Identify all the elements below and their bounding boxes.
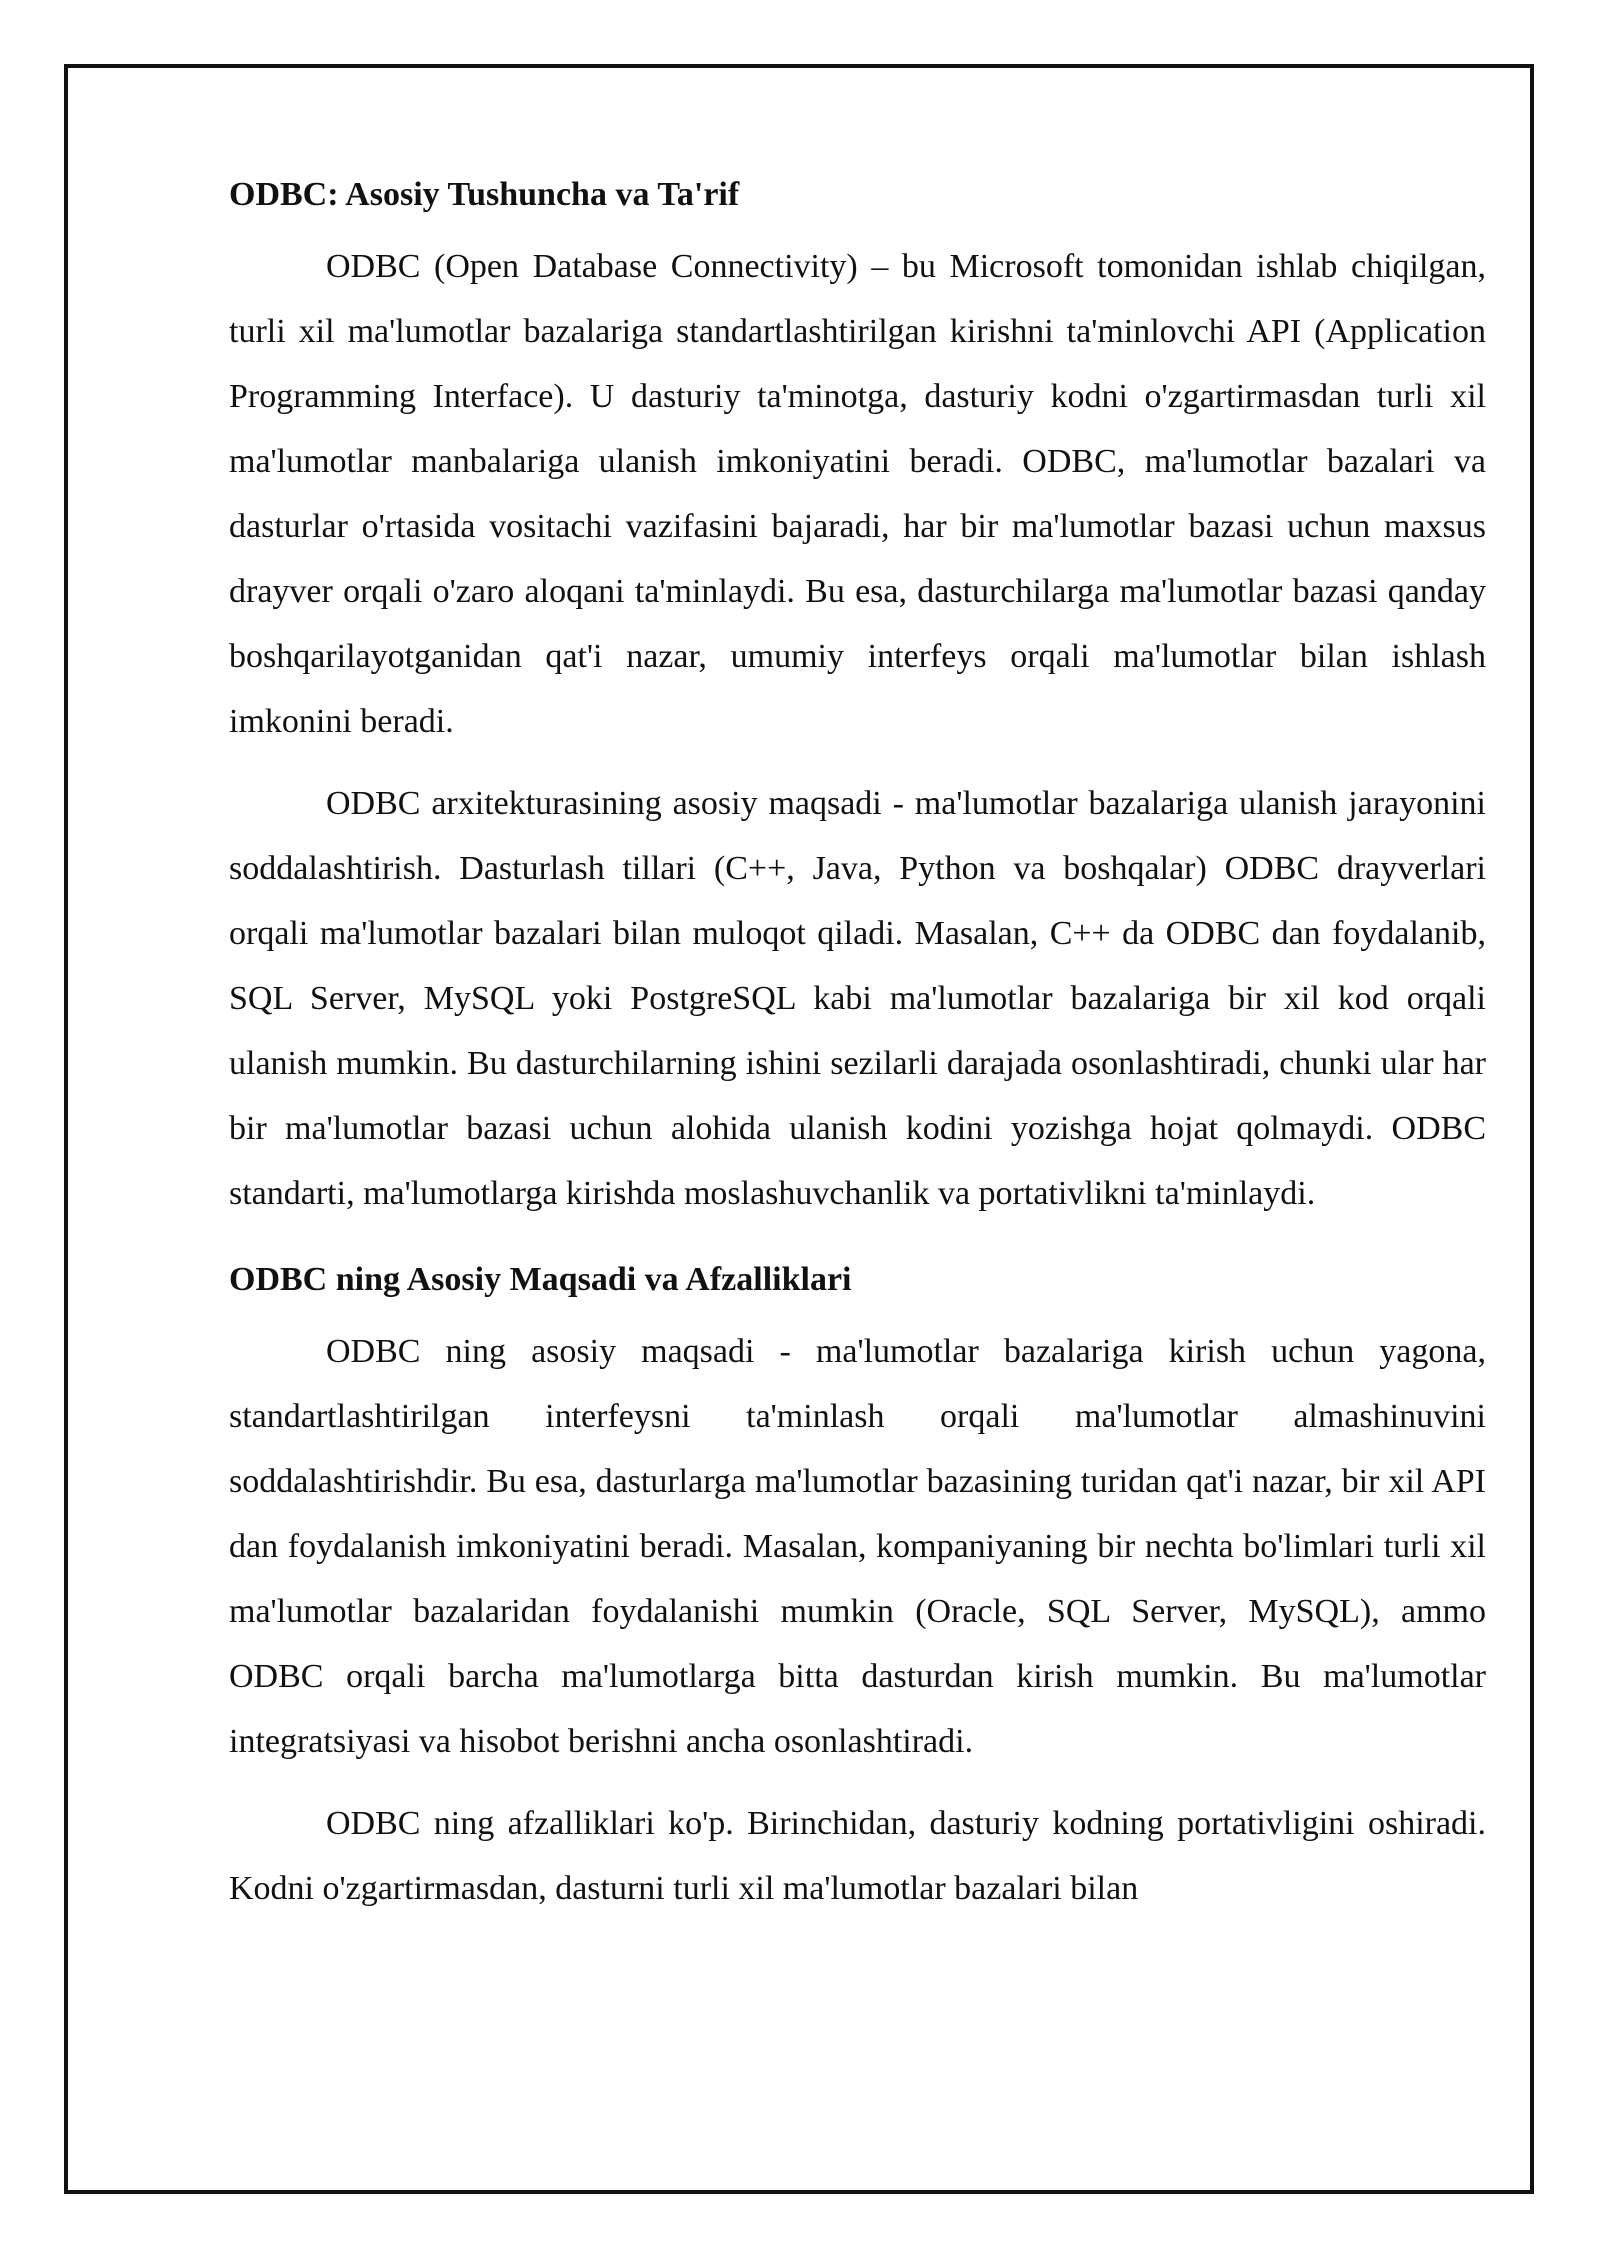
paragraph-odbc-main-goal: ODBC ning asosiy maqsadi - ma'lumotlar bazalariga kirish uchun yagona, standartlashtirilgan interfeysni ta'minlash orqali ma'lumotlar almashinuvini soddalashtirishdir. Bu esa, dasturlarga ma'lumotlar bazasining turidan qat'i nazar, bir xil API dan foydalanish imkoniyatini beradi. Masalan, kompaniyaning bir nechta bo'limlari turli xil ma'lumotlar bazalaridan foydalanishi mumkin (Oracle, SQL Server, MySQL), ammo ODBC orqali barcha ma'lumotlarga bitta dasturdan kirish mumkin. Bu ma'lumotlar integratsiyasi va hisobot berishni ancha osonlashtiradi.	[229, 1333, 1486, 1760]
document-body	[229, 168, 1486, 1921]
paragraph-odbc-definition: ODBC (Open Database Connectivity) – bu Microsoft tomonidan ishlab chiqilgan, turli xil ma'lumotlar bazalariga standartlashtirilgan kirishni ta'minlovchi API (Application Programming Interface). U dasturiy ta'minotga, dasturiy kodni o'zgartirmasdan turli xil ma'lumotlar manbalariga ulanish imkoniyatini beradi. ODBC, ma'lumotlar bazalari va dasturlar o'rtasida vositachi vazifasini bajaradi, har bir ma'lumotlar bazasi uchun maxsus drayver orqali o'zaro aloqani ta'minlaydi. Bu esa, dasturchilarga ma'lumotlar bazasi qanday boshqarilayotganidan qat'i nazar, umumiy interfeys orqali ma'lumotlar bilan ishlash imkonini beradi.	[229, 248, 1486, 740]
paragraph-odbc-advantages: ODBC ning afzalliklari ko'p. Birinchidan, dasturiy kodning portativligini oshiradi. Kodni o'zgartirmasdan, dasturni turli xil ma'lumotlar bazalari bilan	[229, 1805, 1486, 1907]
section-heading-odbc-goals: ODBC ning Asosiy Maqsadi va Afzalliklari	[229, 1261, 852, 1298]
section-heading-odbc-definition: ODBC: Asosiy Tushuncha va Ta'rif	[229, 176, 740, 213]
paragraph-odbc-architecture: ODBC arxitekturasining asosiy maqsadi - ma'lumotlar bazalariga ulanish jarayonini soddalashtirish. Dasturlash tillari (C++, Java, Python va boshqalar) ODBC drayverlari orqali ma'lumotlar bazalari bilan muloqot qiladi. Masalan, C++ da ODBC dan foydalanib, SQL Server, MySQL yoki PostgreSQL kabi ma'lumotlar bazalariga bir xil kod orqali ulanish mumkin. Bu dasturchilarning ishini sezilarli darajada osonlashtiradi, chunki ular har bir ma'lumotlar bazasi uchun alohida ulanish kodini yozishga hojat qolmaydi. ODBC standarti, ma'lumotlarga kirishda moslashuvchanlik va portativlikni ta'minlaydi.	[229, 785, 1486, 1212]
